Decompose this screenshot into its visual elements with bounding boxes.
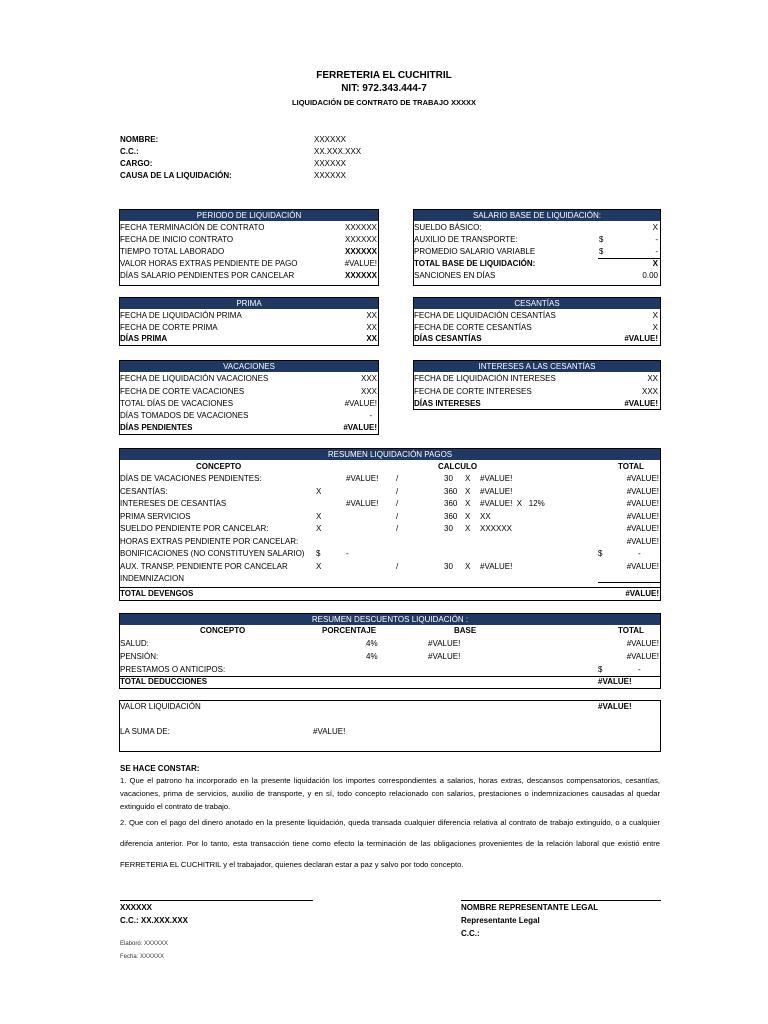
periodo-label: TIEMPO TOTAL LABORADO [120,247,225,256]
pagos-cell-n: 360 [444,486,458,496]
descuentos-title: RESUMEN DESCUENTOS LIQUIDACIÓN : [120,614,660,625]
periodo-label: FECHA TERMINACIÓN DE CONTRATO [120,223,265,232]
descuentos-pct: 4% [366,652,378,661]
salario-value: - [655,235,658,244]
pagos-cell-x: X [465,511,471,521]
pagos-cell-concepto: DÍAS DE VACACIONES PENDIENTES: [120,474,262,483]
periodo-value: XXXXXX [344,271,377,280]
signature-left-name: XXXXXX [120,903,153,912]
vacaciones-label: TOTAL DÍAS DE VACACIONES [120,399,234,408]
pagos-cell-total: #VALUE! [626,474,659,483]
pagos-row [120,536,660,548]
pagos-cell-x: X [465,499,471,508]
descuentos-col-total: TOTAL [618,626,644,635]
signature-right-name: NOMBRE REPRESENTANTE LEGAL [461,903,599,912]
employee-name-label: NOMBRE: [120,135,159,144]
footer-elaboro: Elaboró: XXXXXX [120,941,169,947]
pagos-cell-a: X [316,561,322,571]
vacaciones-section [119,360,379,435]
pagos-cell-b: - [346,549,349,558]
pagos-cell-div: / [396,486,399,496]
descuentos-pct: 4% [366,639,378,648]
signature-line-right [461,900,661,901]
salario-currency: $ [599,235,604,244]
pagos-cell-x: X [465,561,471,571]
pagos-row [120,511,660,523]
intereses-value: XX [647,374,658,383]
pagos-title: RESUMEN LIQUIDACIÓN PAGOS [120,449,660,460]
vacaciones-value: XXX [360,387,377,396]
pagos-cell-total: #VALUE! [626,486,659,496]
footer-fecha: Fecha: XXXXXX [120,954,165,960]
periodo-value: XXXXXX [344,223,377,232]
salario-section [413,209,661,286]
pagos-cell-x: X [465,486,471,496]
intereses-value: XXX [641,387,658,396]
signature-right-cc: C.C.: [461,929,480,938]
pagos-cell-a: X [316,486,322,496]
pagos-cell-x: X [465,474,471,483]
descuentos-total: #VALUE! [626,652,659,661]
pagos-cell-total: #VALUE! [626,536,659,546]
periodo-value: XXXXXX [344,247,377,256]
descuentos-concepto: PRESTAMOS O ANTICIPOS: [120,665,226,674]
descuentos-concepto: SALUD: [120,639,149,648]
vacaciones-value: #VALUE! [344,399,377,408]
descuentos-base: #VALUE! [428,652,461,661]
salario-label: SUELDO BÁSICO: [414,223,482,232]
vacaciones-label: FECHA DE LIQUIDACIÓN VACACIONES [120,374,269,383]
prima-label: DÍAS PRIMA [120,334,168,343]
prima-title: PRIMA [120,298,378,309]
pagos-row [120,473,660,485]
valor-section [119,700,661,752]
salario-value: X [652,223,658,232]
constar-paragraph-2: 2. Que con el pago del dinero anotado en la presente liquidación, queda transada cualquier diferencia relativa al contrato de trabajo extinguido, o a cualquier diferencia anterior. Por lo tanto, esta transacción tiene como efecto la terminación de las obligaciones provenientes de la relación laboral que existió entre FERRETERIA EL CUCHITRIL y el trabajador, quienes declaran estar a paz y salvo por todo concepto. [120,818,660,869]
signature-right-role: Representante Legal [461,916,540,925]
descuentos-total-label: TOTAL DEDUCCIONES [120,677,208,686]
pagos-cell-c: XX [480,511,491,521]
periodo-label: VALOR HORAS EXTRAS PENDIENTE DE PAGO [120,259,298,268]
pagos-cell-b: #VALUE! [346,499,379,508]
constar-title: SE HACE CONSTAR: [120,764,200,773]
vacaciones-label: DÍAS TOMADOS DE VACACIONES [120,411,249,420]
employee-cargo-label: CARGO: [120,159,153,168]
pagos-cell-concepto: BONIFICACIONES (NO CONSTITUYEN SALARIO) [120,549,305,558]
salario-label: TOTAL BASE DE LIQUIDACIÓN: [414,259,536,268]
pagos-total-value: #VALUE! [625,589,659,598]
periodo-title: PERIODO DE LIQUIDACIÓN [120,210,378,221]
employee-causa-label: CAUSA DE LA LIQUIDACIÓN: [120,171,232,180]
vacaciones-value: - [369,411,372,420]
pagos-col-calculo: CALCULO [438,462,478,471]
company-name: FERRETERIA EL CUCHITRIL [316,70,452,81]
cesantias-label: FECHA DE LIQUIDACIÓN CESANTÍAS [414,311,556,320]
prima-value: XX [366,334,377,343]
pagos-cell-div: / [396,499,399,508]
pagos-cell-b: #VALUE! [346,474,379,483]
company-nit: NIT: 972.343.444-7 [341,83,427,94]
pagos-cell-n: 30 [444,561,453,571]
pagos-row [120,573,660,585]
pagos-cell-n: 30 [444,524,453,533]
pagos-cell-concepto: PRIMA SERVICIOS [120,511,191,521]
periodo-label: DÍAS SALARIO PENDIENTES POR CANCELAR [120,271,295,280]
vacaciones-label: FECHA DE CORTE VACACIONES [120,387,245,396]
pagos-cell-div: / [396,474,399,483]
valor-value: #VALUE! [598,702,632,711]
vacaciones-title: VACACIONES [120,361,378,372]
cesantias-label: DÍAS CESANTÍAS [414,334,482,343]
intereses-section [413,360,661,410]
pagos-col-concepto: CONCEPTO [196,462,242,471]
pagos-row [120,548,660,560]
intereses-label: DÍAS INTERESES [414,399,481,408]
pagos-cell-total: #VALUE! [626,561,659,571]
cesantias-title: CESANTÍAS [414,298,660,309]
descuentos-col-porcentaje: PORCENTAJE [322,626,377,635]
descuentos-base: #VALUE! [428,639,461,648]
signature-left-cc: C.C.: XX.XXX.XXX [120,916,189,925]
prima-section [119,297,379,346]
salario-title: SALARIO BASE DE LIQUIDACIÓN: [414,210,660,221]
pagos-cell-concepto: INDEMNIZACION [120,574,184,583]
pagos-row [120,561,660,573]
cesantias-label: FECHA DE CORTE CESANTÍAS [414,323,532,332]
descuentos-concepto: PENSIÓN: [120,652,159,661]
pagos-cell-n: 360 [444,499,458,508]
employee-name-value: XXXXXX [314,135,347,144]
valor-label: VALOR LIQUIDACIÓN [120,702,201,711]
cesantias-value: X [652,311,658,320]
pagos-cell-div: / [396,511,399,521]
pagos-cell-a: X [316,511,322,521]
salario-value: X [652,259,658,268]
pagos-cell-n: 30 [444,474,453,483]
pagos-cell-concepto: CESANTÍAS: [120,486,168,496]
vacaciones-value: XXX [360,374,377,383]
document-subtitle: LIQUIDACIÓN DE CONTRATO DE TRABAJO XXXXX [292,98,476,107]
prima-label: FECHA DE LIQUIDACIÓN PRIMA [120,311,242,320]
pagos-cell-concepto: HORAS EXTRAS PENDIENTE POR CANCELAR: [120,536,299,546]
suma-label: LA SUMA DE: [120,727,170,736]
pagos-cell-total: #VALUE! [626,511,659,521]
pagos-cell-concepto: SUELDO PENDIENTE POR CANCELAR: [120,524,269,533]
pagos-cell-c: #VALUE! X 12% [480,499,545,508]
pagos-cell-n: 360 [444,511,458,521]
employee-cargo-value: XXXXXX [314,159,347,168]
pagos-col-total: TOTAL [618,462,644,471]
pagos-cell-concepto: INTERESES DE CESANTÍAS [120,499,227,508]
descuentos-total: $ - [598,665,641,674]
descuentos-total-value: #VALUE! [598,677,632,686]
periodo-section [119,209,379,286]
constar-paragraph-1: 1. Que el patrono ha incorporado en la presente liquidación los importes correspondientes a salarios, horas extras, descansos compensatorios, cesantías, vacaciones, prima de servicios, auxilio de transporte, y en sí, todo concepto relacionado con salarios, prestaciones o indemnizaciones causadas al quedar extinguido el contrato de trabajo. [120,776,660,811]
pagos-cell-total: #VALUE! [626,524,659,533]
pagos-cell-a: $ [316,549,321,558]
pagos-cell-total: #VALUE! [626,499,659,508]
pagos-cell-c: #VALUE! [480,561,513,571]
salario-value: 0.00 [642,271,658,280]
pagos-cell-x: X [465,524,471,533]
pagos-cell-a: X [316,524,322,533]
employee-cc-label: C.C.: [120,147,139,156]
prima-value: XX [366,323,377,332]
periodo-value: #VALUE! [344,259,377,268]
intereses-value: #VALUE! [624,399,658,408]
pagos-subtotal-line [598,582,660,583]
pagos-total-label: TOTAL DEVENGOS [120,589,194,598]
salario-value: - [655,247,658,256]
pagos-row [120,523,660,535]
signature-line-left [120,900,313,901]
periodo-label: FECHA DE INICIO CONTRATO [120,235,234,244]
cesantias-section [413,297,661,346]
descuentos-total: #VALUE! [626,639,659,648]
pagos-cell-div: / [396,561,399,571]
intereses-title: INTERESES A LAS CESANTÍAS [414,361,660,372]
cesantias-value: #VALUE! [624,334,658,343]
pagos-cell-c: #VALUE! [480,486,513,496]
pagos-section [119,448,661,601]
prima-label: FECHA DE CORTE PRIMA [120,323,218,332]
pagos-cell-total: $ - [598,549,641,558]
employee-cc-value: XX.XXX.XXX [314,147,362,156]
periodo-value: XXXXXX [344,235,377,244]
salario-label: AUXILIO DE TRANSPORTE: [414,235,518,244]
salario-label: PROMEDIO SALARIO VARIABLE [414,247,536,256]
employee-causa-value: XXXXXX [314,171,347,180]
descuentos-col-concepto: CONCEPTO [200,626,246,635]
salario-currency: $ [599,247,604,256]
cesantias-value: X [652,323,658,332]
descuentos-section [119,613,661,689]
pagos-cell-div: / [396,524,399,533]
prima-value: XX [366,311,377,320]
intereses-label: FECHA DE LIQUIDACIÓN INTERESES [414,374,556,383]
pagos-cell-c: #VALUE! [480,474,513,483]
vacaciones-value: #VALUE! [343,423,377,432]
descuentos-col-base: BASE [454,626,477,635]
salario-label: SANCIONES EN DÍAS [414,271,496,280]
pagos-cell-c: XXXXXX [480,524,513,533]
vacaciones-label: DÍAS PENDIENTES [120,423,193,432]
intereses-label: FECHA DE CORTE INTERESES [414,387,532,396]
suma-value: #VALUE! [313,727,346,736]
pagos-row [120,486,660,498]
pagos-row [120,498,660,510]
pagos-cell-concepto: AUX. TRANSP. PENDIENTE POR CANCELAR [120,561,288,571]
